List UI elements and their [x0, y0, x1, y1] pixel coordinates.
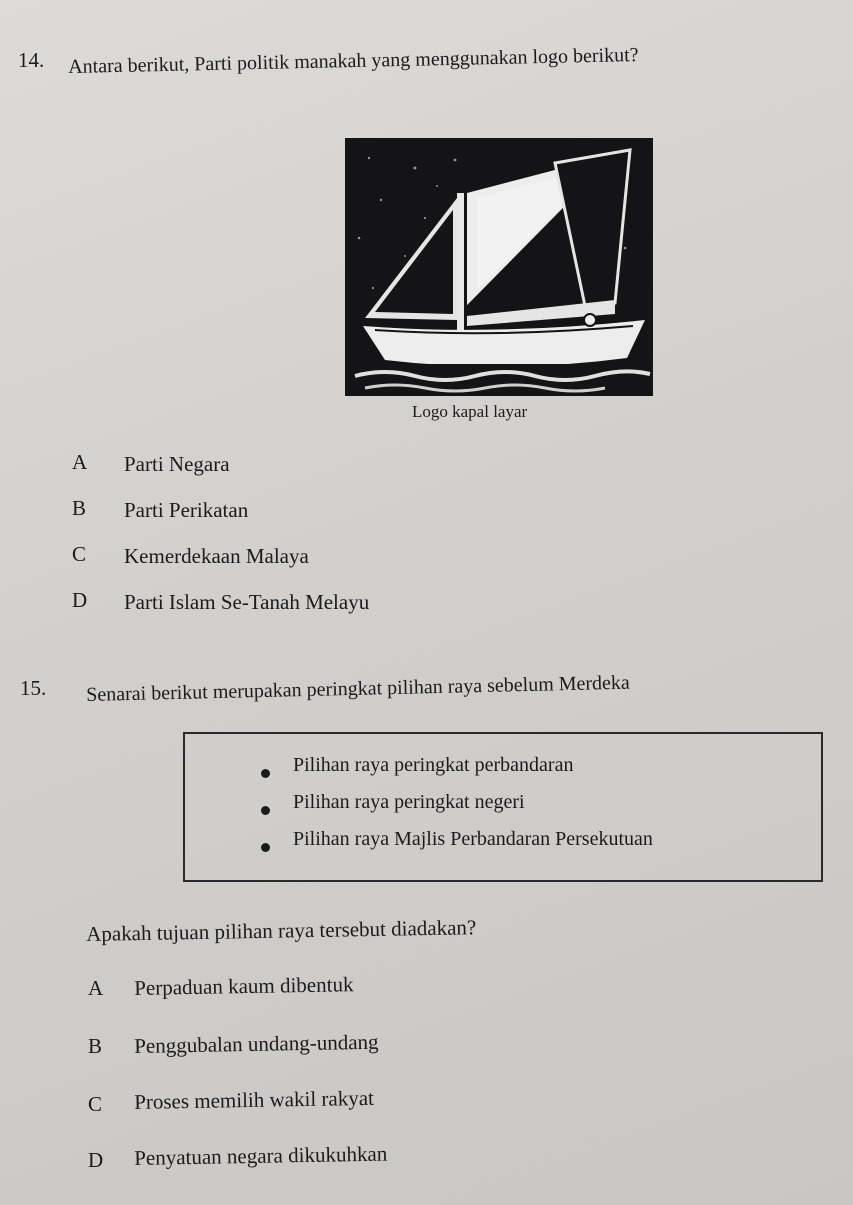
bullet-dot-icon	[261, 843, 270, 852]
bullet-dot-icon	[261, 806, 270, 815]
sailboat-icon	[345, 138, 653, 396]
question-15-number: 15.	[20, 676, 47, 700]
sailboat-logo	[345, 138, 653, 396]
q14-option-d-text: Parti Islam Se-Tanah Melayu	[124, 590, 370, 614]
q15-option-b-text: Penggubalan undang-undang	[134, 1029, 379, 1058]
q14-option-d-letter: D	[72, 588, 88, 612]
bullet-dot-icon	[261, 769, 270, 778]
q15-option-c-text: Proses memilih wakil rakyat	[134, 1085, 375, 1114]
q14-option-c-text: Kemerdekaan Malaya	[124, 544, 309, 568]
q14-option-a-text: Parti Negara	[124, 452, 230, 476]
q15-option-d-letter: D	[88, 1148, 104, 1172]
question-14-number: 14.	[18, 48, 45, 72]
q14-option-c-letter: C	[72, 542, 87, 566]
q15-option-a-text: Perpaduan kaum dibentuk	[134, 972, 354, 1000]
list-item: Pilihan raya Majlis Perbandaran Persekutuan	[293, 828, 653, 850]
election-list-box	[183, 732, 823, 882]
q15-option-c-letter: C	[88, 1092, 103, 1116]
logo-caption: Logo kapal layar	[412, 402, 528, 421]
q15-option-b-letter: B	[88, 1034, 103, 1058]
q14-option-b-text: Parti Perikatan	[124, 498, 249, 522]
q15-option-a-letter: A	[88, 976, 104, 1000]
q14-option-b-letter: B	[72, 496, 87, 520]
question-14-text: Antara berikut, Parti politik manakah yang menggunakan logo berikut?	[68, 44, 639, 78]
list-item: Pilihan raya peringkat negeri	[293, 791, 525, 813]
question-15-text: Senarai berikut merupakan peringkat pilihan raya sebelum Merdeka	[86, 671, 631, 706]
list-item: Pilihan raya peringkat perbandaran	[293, 754, 574, 776]
question-15-prompt: Apakah tujuan pilihan raya tersebut diadakan?	[86, 915, 477, 946]
q14-option-a-letter: A	[72, 450, 88, 474]
q15-option-d-text: Penyatuan negara dikukuhkan	[134, 1141, 388, 1170]
